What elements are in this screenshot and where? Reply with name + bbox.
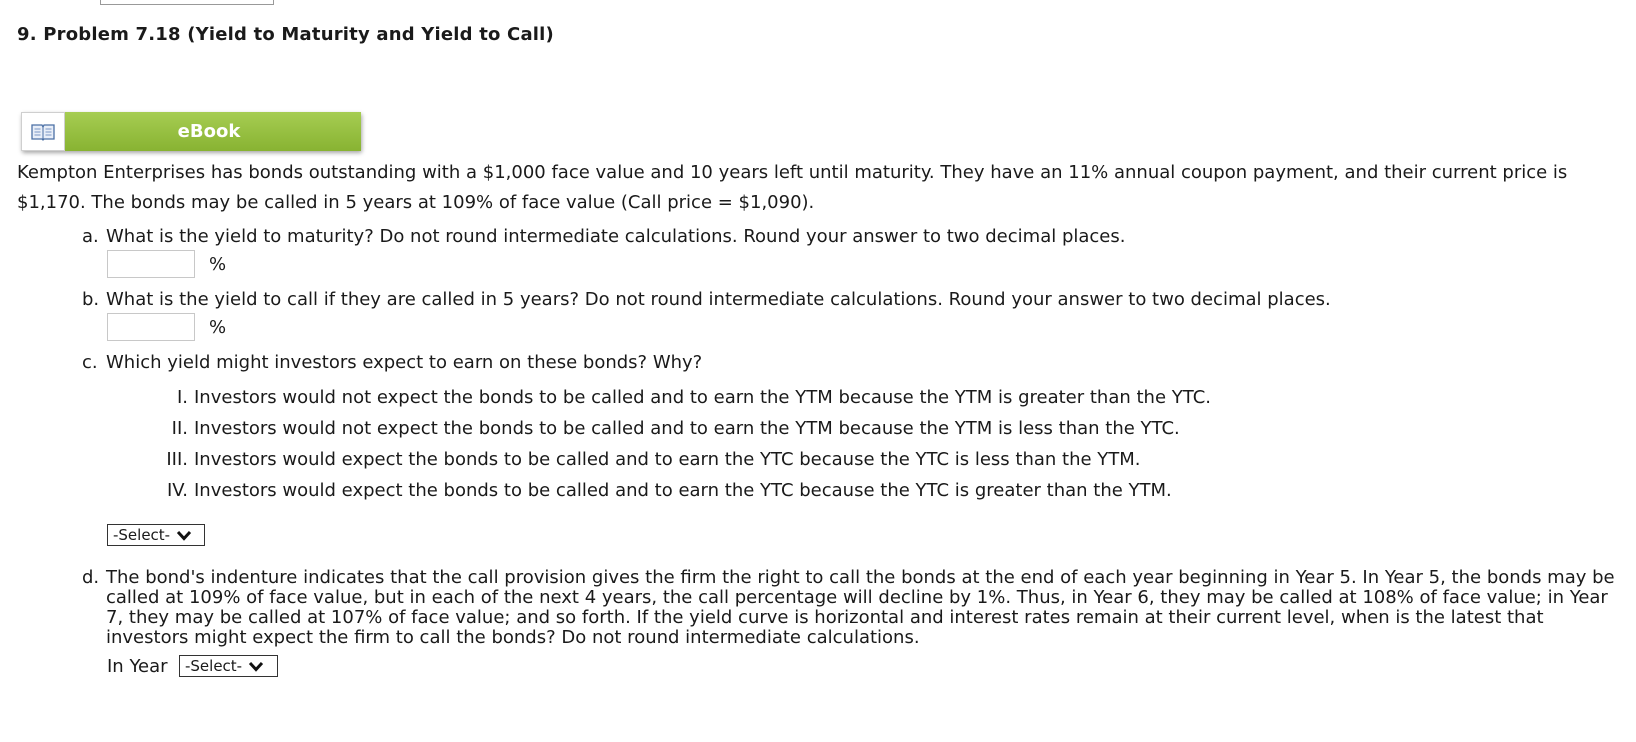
ebook-label: eBook	[65, 112, 361, 151]
ytm-percent-sign: %	[209, 253, 227, 275]
problem-intro: Kempton Enterprises has bonds outstanding with a $1,000 face value and 10 years left until maturity. They have an 11% annual coupon payment, and their current price is $1,170. The bonds may be called in 5 years at 109% of face value (Call price = $1,090).	[17, 162, 1568, 213]
question-d-text: The bond's indenture indicates that the call provision gives the firm the right to call the bonds at the end of each year beginning in Year 5. In Year 5, the bonds may be called at 109% of face value, but in each of the next 4 years, the call percentage will decline by 1%. Thus, in Year 6, they may be called at 108% of face value; in Year 7, they may be called at 107% of face value; and so forth. If the yield curve is horizontal and interest rates remain at their current level, when is the latest that investors might expect the firm to call the bonds? Do not round intermediate calculations.	[106, 567, 1615, 648]
question-a-text: What is the yield to maturity? Do not round intermediate calculations. Round your answer to two decimal places.	[106, 226, 1126, 247]
question-b-text: What is the yield to call if they are called in 5 years? Do not round intermediate calculations. Round your answer to two decimal places.	[106, 289, 1331, 310]
question-c-select[interactable]	[107, 524, 205, 546]
option-iii	[152, 449, 1141, 470]
option-iv	[152, 480, 1172, 501]
open-book-icon	[21, 112, 65, 151]
chevron-down-icon	[248, 661, 264, 672]
question-b-letter: b.	[82, 289, 100, 310]
top-answer-box-edge	[100, 0, 274, 5]
question-d-letter: d.	[82, 567, 100, 588]
ebook-button[interactable]	[21, 112, 361, 151]
ytc-input[interactable]	[107, 313, 195, 341]
option-ii	[152, 418, 1180, 439]
option-iii-text: Investors would expect the bonds to be called and to earn the YTC because the YTC is less than the YTM.	[194, 449, 1141, 470]
option-i	[152, 387, 1211, 408]
option-iv-numeral: IV.	[166, 480, 188, 501]
question-c-text: Which yield might investors expect to earn on these bonds? Why?	[106, 352, 703, 373]
question-a-letter: a.	[82, 226, 99, 247]
option-i-text: Investors would not expect the bonds to be called and to earn the YTM because the YTM is greater than the YTC.	[194, 387, 1211, 408]
option-i-numeral: I.	[176, 387, 188, 408]
option-iv-text: Investors would expect the bonds to be called and to earn the YTC because the YTC is greater than the YTM.	[194, 480, 1172, 501]
option-ii-numeral: II.	[171, 418, 188, 439]
ytm-input[interactable]	[107, 250, 195, 278]
question-b	[82, 289, 1331, 310]
question-d-select[interactable]	[179, 655, 278, 677]
question-d-select-value: -Select-	[185, 657, 243, 675]
ytc-percent-sign: %	[209, 316, 227, 338]
question-c-select-value: -Select-	[113, 526, 171, 544]
question-c-letter: c.	[82, 352, 98, 373]
answer-b-row	[107, 313, 226, 341]
chevron-down-icon	[176, 530, 192, 541]
problem-title: 9. Problem 7.18 (Yield to Maturity and Yield to Call)	[17, 24, 554, 45]
option-ii-text: Investors would not expect the bonds to be called and to earn the YTM because the YTM is less than the YTC.	[194, 418, 1180, 439]
answer-a-row	[107, 250, 226, 278]
question-a	[82, 226, 1125, 247]
in-year-label: In Year	[107, 656, 168, 677]
option-iii-numeral: III.	[166, 449, 188, 470]
question-d	[82, 568, 1622, 648]
question-c	[82, 352, 702, 373]
